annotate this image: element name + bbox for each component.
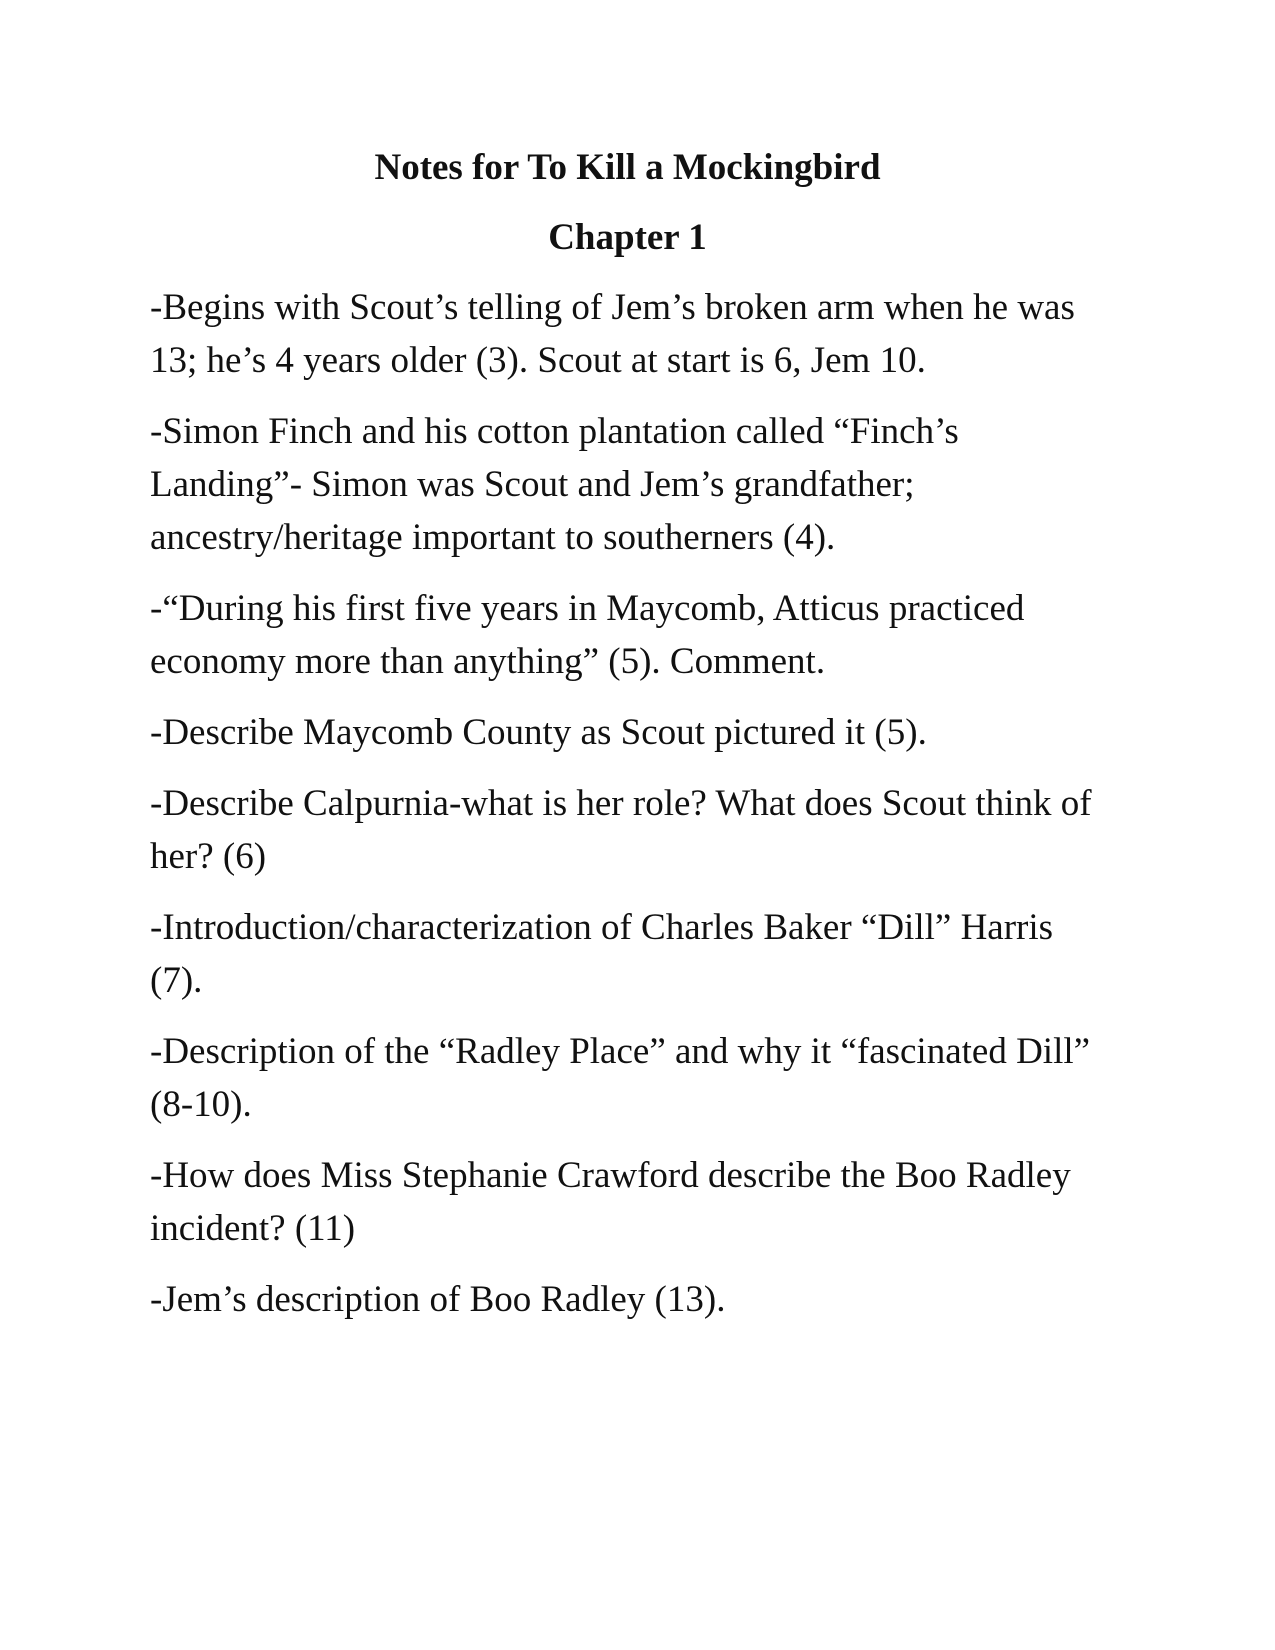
chapter-heading: Chapter 1 — [548, 217, 707, 259]
note-item: -“During his first five years in Maycomb, Atticus practiced economy more than anything” (5). Comment. — [150, 587, 1025, 682]
note-item: -Describe Maycomb County as Scout pictured it (5). — [150, 711, 927, 753]
notes-list — [150, 281, 1095, 1326]
note-item: -Begins with Scout’s telling of Jem’s broken arm when he was 13; he’s 4 years older (3). Scout at start is 6, Jem 10. — [150, 286, 1075, 381]
note-item: -Description of the “Radley Place” and why it “fascinated Dill” (8-10). — [150, 1030, 1091, 1125]
note-item: -Introduction/characterization of Charles Baker “Dill” Harris (7). — [150, 906, 1054, 1001]
note-item: -How does Miss Stephanie Crawford describe the Boo Radley incident? (11) — [150, 1154, 1071, 1249]
note-item: -Jem’s description of Boo Radley (13). — [150, 1278, 726, 1320]
page-title: Notes for To Kill a Mockingbird — [374, 147, 881, 188]
note-item: -Simon Finch and his cotton plantation called “Finch’s Landing”- Simon was Scout and Jem’s grandfather; ancestry/heritage important to southerners (4). — [150, 410, 959, 558]
note-item: -Describe Calpurnia-what is her role? What does Scout think of her? (6) — [150, 782, 1092, 877]
